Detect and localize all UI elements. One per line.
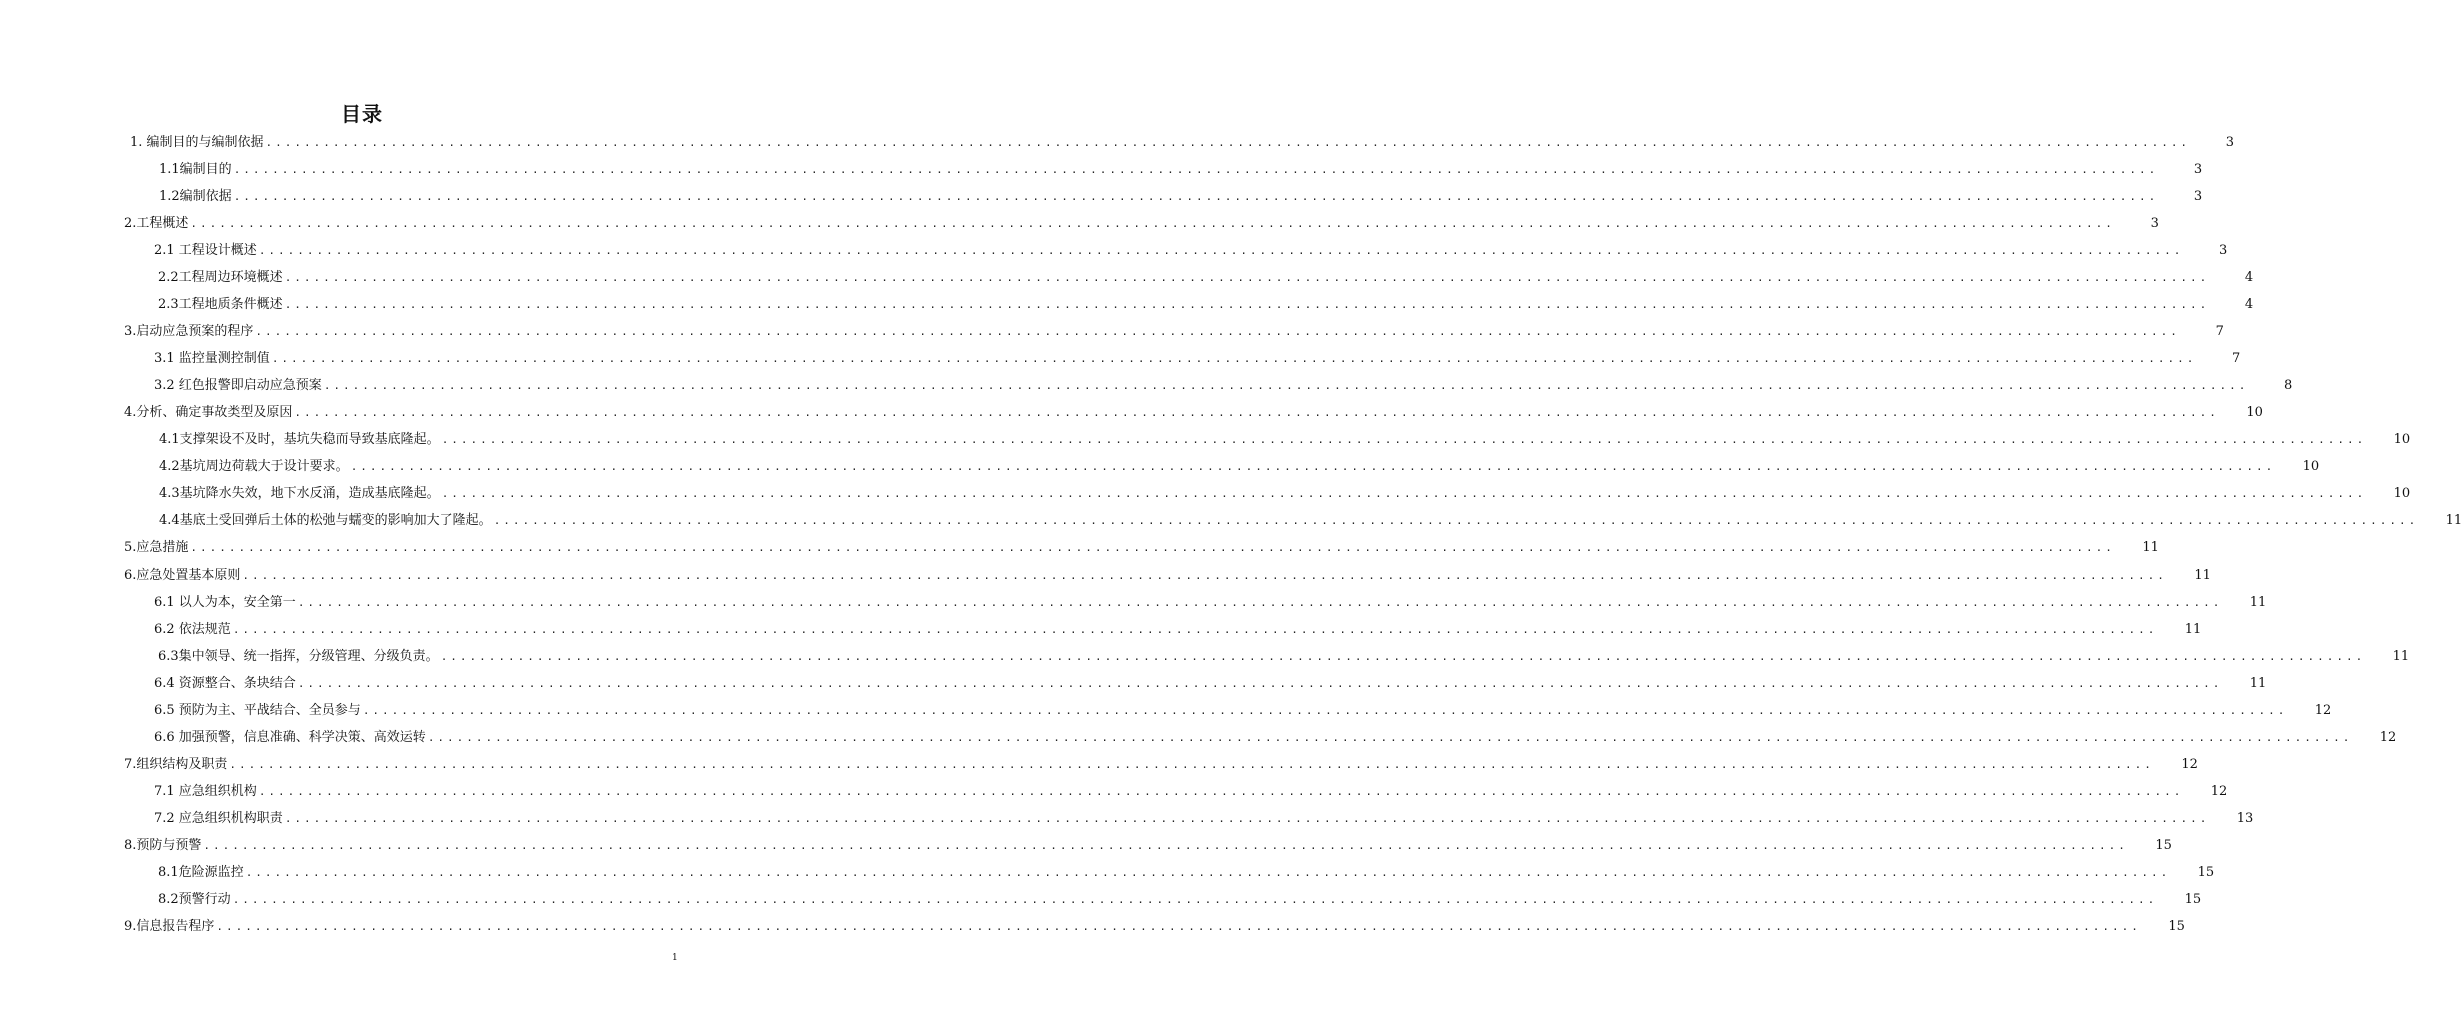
toc-dot-leader: ........................................................................................................................................................................................................ [216, 919, 2141, 933]
toc-dot-leader: ........................................................................................................................................................................................................ [190, 217, 2115, 231]
toc-entry[interactable] [0, 886, 2202, 913]
toc-entry-page: 3 [2225, 135, 2235, 151]
toc-entry-text: 6.1 以人为本，安全第一 [154, 594, 296, 610]
toc-dot-leader: ........................................................................................................................................................................................................ [441, 433, 2367, 447]
toc-entry[interactable] [0, 426, 2411, 453]
toc-entry-text: 6.3集中领导、统一指挥，分级管理、分级负责。 [158, 648, 439, 664]
toc-entry-page: 15 [2184, 891, 2202, 907]
toc-dot-leader: ........................................................................................................................................................................................................ [323, 379, 2249, 393]
toc-entry[interactable] [0, 507, 2462, 534]
toc-entry-text: 4.1支撑架设不及时，基坑失稳而导致基底隆起。 [159, 432, 440, 448]
toc-dot-leader: ........................................................................................................................................................................................................ [440, 649, 2366, 663]
toc-dot-leader: ........................................................................................................................................................................................................ [284, 298, 2210, 312]
toc-dot-leader: ........................................................................................................................................................................................................ [441, 487, 2367, 501]
toc-entry[interactable] [0, 345, 2241, 372]
toc-entry[interactable] [0, 697, 2332, 724]
toc-entry[interactable] [0, 453, 2320, 480]
toc-entry[interactable] [0, 778, 2228, 805]
toc-entry-page: 4 [2244, 297, 2254, 313]
toc-entry-page: 7 [2215, 324, 2224, 340]
toc-dot-leader: ........................................................................................................................................................................................................ [258, 244, 2184, 258]
toc-dot-leader: ........................................................................................................................................................................................................ [493, 514, 2419, 528]
toc-entry[interactable] [0, 534, 2159, 561]
toc-entry-page: 15 [2168, 918, 2185, 934]
toc-entry-text: 2.工程概述 [124, 216, 189, 232]
toc-entry[interactable] [0, 372, 2293, 399]
toc-entry-text: 8.2预警行动 [158, 891, 231, 907]
toc-dot-leader: ........................................................................................................................................................................................................ [245, 865, 2171, 879]
toc-entry[interactable] [0, 210, 2159, 237]
toc-entry-page: 11 [2194, 567, 2211, 583]
toc-list [0, 129, 2462, 940]
toc-entry-text: 6.应急处置基本原则 [124, 567, 241, 583]
toc-entry-text: 7.组织结构及职责 [124, 756, 228, 772]
toc-dot-leader: ........................................................................................................................................................................................................ [190, 541, 2115, 555]
toc-entry-text: 3.2 红色报警即启动应急预案 [154, 378, 322, 394]
toc-dot-leader: ........................................................................................................................................................................................................ [297, 595, 2223, 609]
toc-entry-text: 3.启动应急预案的程序 [124, 324, 254, 340]
toc-entry-page: 11 [2445, 513, 2462, 529]
toc-entry-text: 2.2工程周边环境概述 [158, 270, 283, 286]
toc-entry-text: 7.1 应急组织机构 [154, 783, 257, 799]
toc-entry[interactable] [0, 589, 2267, 616]
toc-entry[interactable] [0, 291, 2254, 318]
toc-entry-text: 9.信息报告程序 [124, 918, 215, 934]
toc-entry-page: 10 [2246, 405, 2263, 421]
toc-entry-page: 12 [2181, 756, 2198, 772]
toc-entry[interactable] [0, 805, 2254, 832]
toc-entry-text: 6.2 依法规范 [154, 621, 231, 637]
toc-dot-leader: ........................................................................................................................................................................................................ [258, 784, 2184, 798]
toc-entry[interactable] [0, 264, 2254, 291]
toc-entry-text: 2.3工程地质条件概述 [158, 297, 283, 313]
toc-dot-leader: ........................................................................................................................................................................................................ [271, 352, 2197, 366]
toc-entry-text: 4.分析、确定事故类型及原因 [124, 405, 293, 421]
page-number: 1 [672, 953, 678, 963]
toc-entry[interactable] [0, 237, 2228, 264]
toc-entry-page: 12 [2314, 702, 2332, 718]
toc-entry[interactable] [0, 399, 2263, 426]
toc-entry[interactable] [0, 751, 2198, 778]
toc-entry[interactable] [0, 129, 2235, 156]
toc-entry-text: 1.1编制目的 [159, 162, 232, 178]
toc-entry-page: 3 [2193, 162, 2203, 178]
toc-entry[interactable] [0, 724, 2397, 751]
toc-entry-page: 11 [2249, 594, 2267, 610]
toc-entry[interactable] [0, 318, 2224, 345]
toc-entry-text: 4.4基底土受回弹后土体的松弛与蠕变的影响加大了隆起。 [159, 513, 492, 529]
toc-dot-leader: ........................................................................................................................................................................................................ [265, 136, 2191, 150]
toc-entry-page: 10 [2393, 486, 2411, 502]
toc-dot-leader: ........................................................................................................................................................................................................ [362, 703, 2288, 717]
toc-entry-page: 11 [2184, 621, 2202, 637]
toc-dot-leader: ........................................................................................................................................................................................................ [297, 676, 2223, 690]
toc-entry-page: 3 [2193, 189, 2203, 205]
toc-entry-text: 4.2基坑周边荷载大于设计要求。 [159, 459, 349, 475]
toc-entry[interactable] [0, 670, 2267, 697]
toc-entry[interactable] [0, 859, 2215, 886]
toc-entry[interactable] [0, 562, 2211, 589]
toc-entry[interactable] [0, 643, 2410, 670]
page-title: 目录 [341, 102, 383, 126]
toc-entry-page: 15 [2155, 837, 2172, 853]
toc-entry-text: 1. 编制目的与编制依据 [130, 135, 264, 151]
toc-entry-text: 6.6 加强预警，信息准确、科学决策、高效运转 [154, 729, 426, 745]
toc-entry-page: 8 [2284, 378, 2293, 394]
toc-dot-leader: ........................................................................................................................................................................................................ [284, 811, 2210, 825]
toc-entry[interactable] [0, 832, 2172, 859]
toc-dot-leader: ........................................................................................................................................................................................................ [255, 325, 2180, 339]
toc-entry[interactable] [0, 156, 2203, 183]
toc-entry-text: 2.1 工程设计概述 [154, 243, 257, 259]
toc-entry-text: 8.1危险源监控 [158, 864, 244, 880]
toc-entry-page: 11 [2142, 540, 2159, 556]
toc-entry-page: 4 [2244, 270, 2254, 286]
toc-entry-page: 10 [2393, 432, 2411, 448]
toc-entry[interactable] [0, 183, 2203, 210]
toc-dot-leader: ........................................................................................................................................................................................................ [294, 406, 2219, 420]
toc-entry-page: 15 [2197, 864, 2215, 880]
toc-entry-text: 4.3基坑降水失效，地下水反涌，造成基底隆起。 [159, 486, 440, 502]
toc-entry[interactable] [0, 913, 2185, 940]
toc-entry-text: 8.预防与预警 [124, 837, 202, 853]
toc-dot-leader: ........................................................................................................................................................................................................ [232, 622, 2158, 636]
toc-dot-leader: ........................................................................................................................................................................................................ [350, 460, 2276, 474]
toc-dot-leader: ........................................................................................................................................................................................................ [232, 892, 2158, 906]
toc-entry-text: 1.2编制依据 [159, 189, 232, 205]
toc-entry-page: 11 [2249, 675, 2267, 691]
toc-entry-page: 13 [2236, 810, 2254, 826]
toc-entry-text: 5.应急措施 [124, 540, 189, 556]
toc-dot-leader: ........................................................................................................................................................................................................ [229, 757, 2154, 771]
toc-entry-text: 7.2 应急组织机构职责 [154, 810, 283, 826]
toc-dot-leader: ........................................................................................................................................................................................................ [242, 568, 2167, 582]
toc-entry-page: 3 [2150, 216, 2159, 232]
toc-dot-leader: ........................................................................................................................................................................................................ [284, 271, 2210, 285]
toc-entry-page: 3 [2219, 243, 2228, 259]
toc-dot-leader: ........................................................................................................................................................................................................ [233, 163, 2159, 177]
toc-entry[interactable] [0, 480, 2411, 507]
toc-entry-page: 10 [2302, 459, 2320, 475]
toc-entry-text: 6.5 预防为主、平战结合、全员参与 [154, 702, 361, 718]
toc-entry[interactable] [0, 616, 2202, 643]
toc-entry-page: 12 [2210, 783, 2228, 799]
toc-dot-leader: ........................................................................................................................................................................................................ [203, 838, 2128, 852]
toc-entry-text: 3.1 监控量测控制值 [154, 351, 270, 367]
toc-dot-leader: ........................................................................................................................................................................................................ [427, 730, 2353, 744]
toc-entry-page: 12 [2379, 729, 2397, 745]
toc-entry-text: 6.4 资源整合、条块结合 [154, 675, 296, 691]
toc-entry-page: 7 [2232, 351, 2241, 367]
toc-dot-leader: ........................................................................................................................................................................................................ [233, 190, 2159, 204]
toc-entry-page: 11 [2392, 648, 2410, 664]
